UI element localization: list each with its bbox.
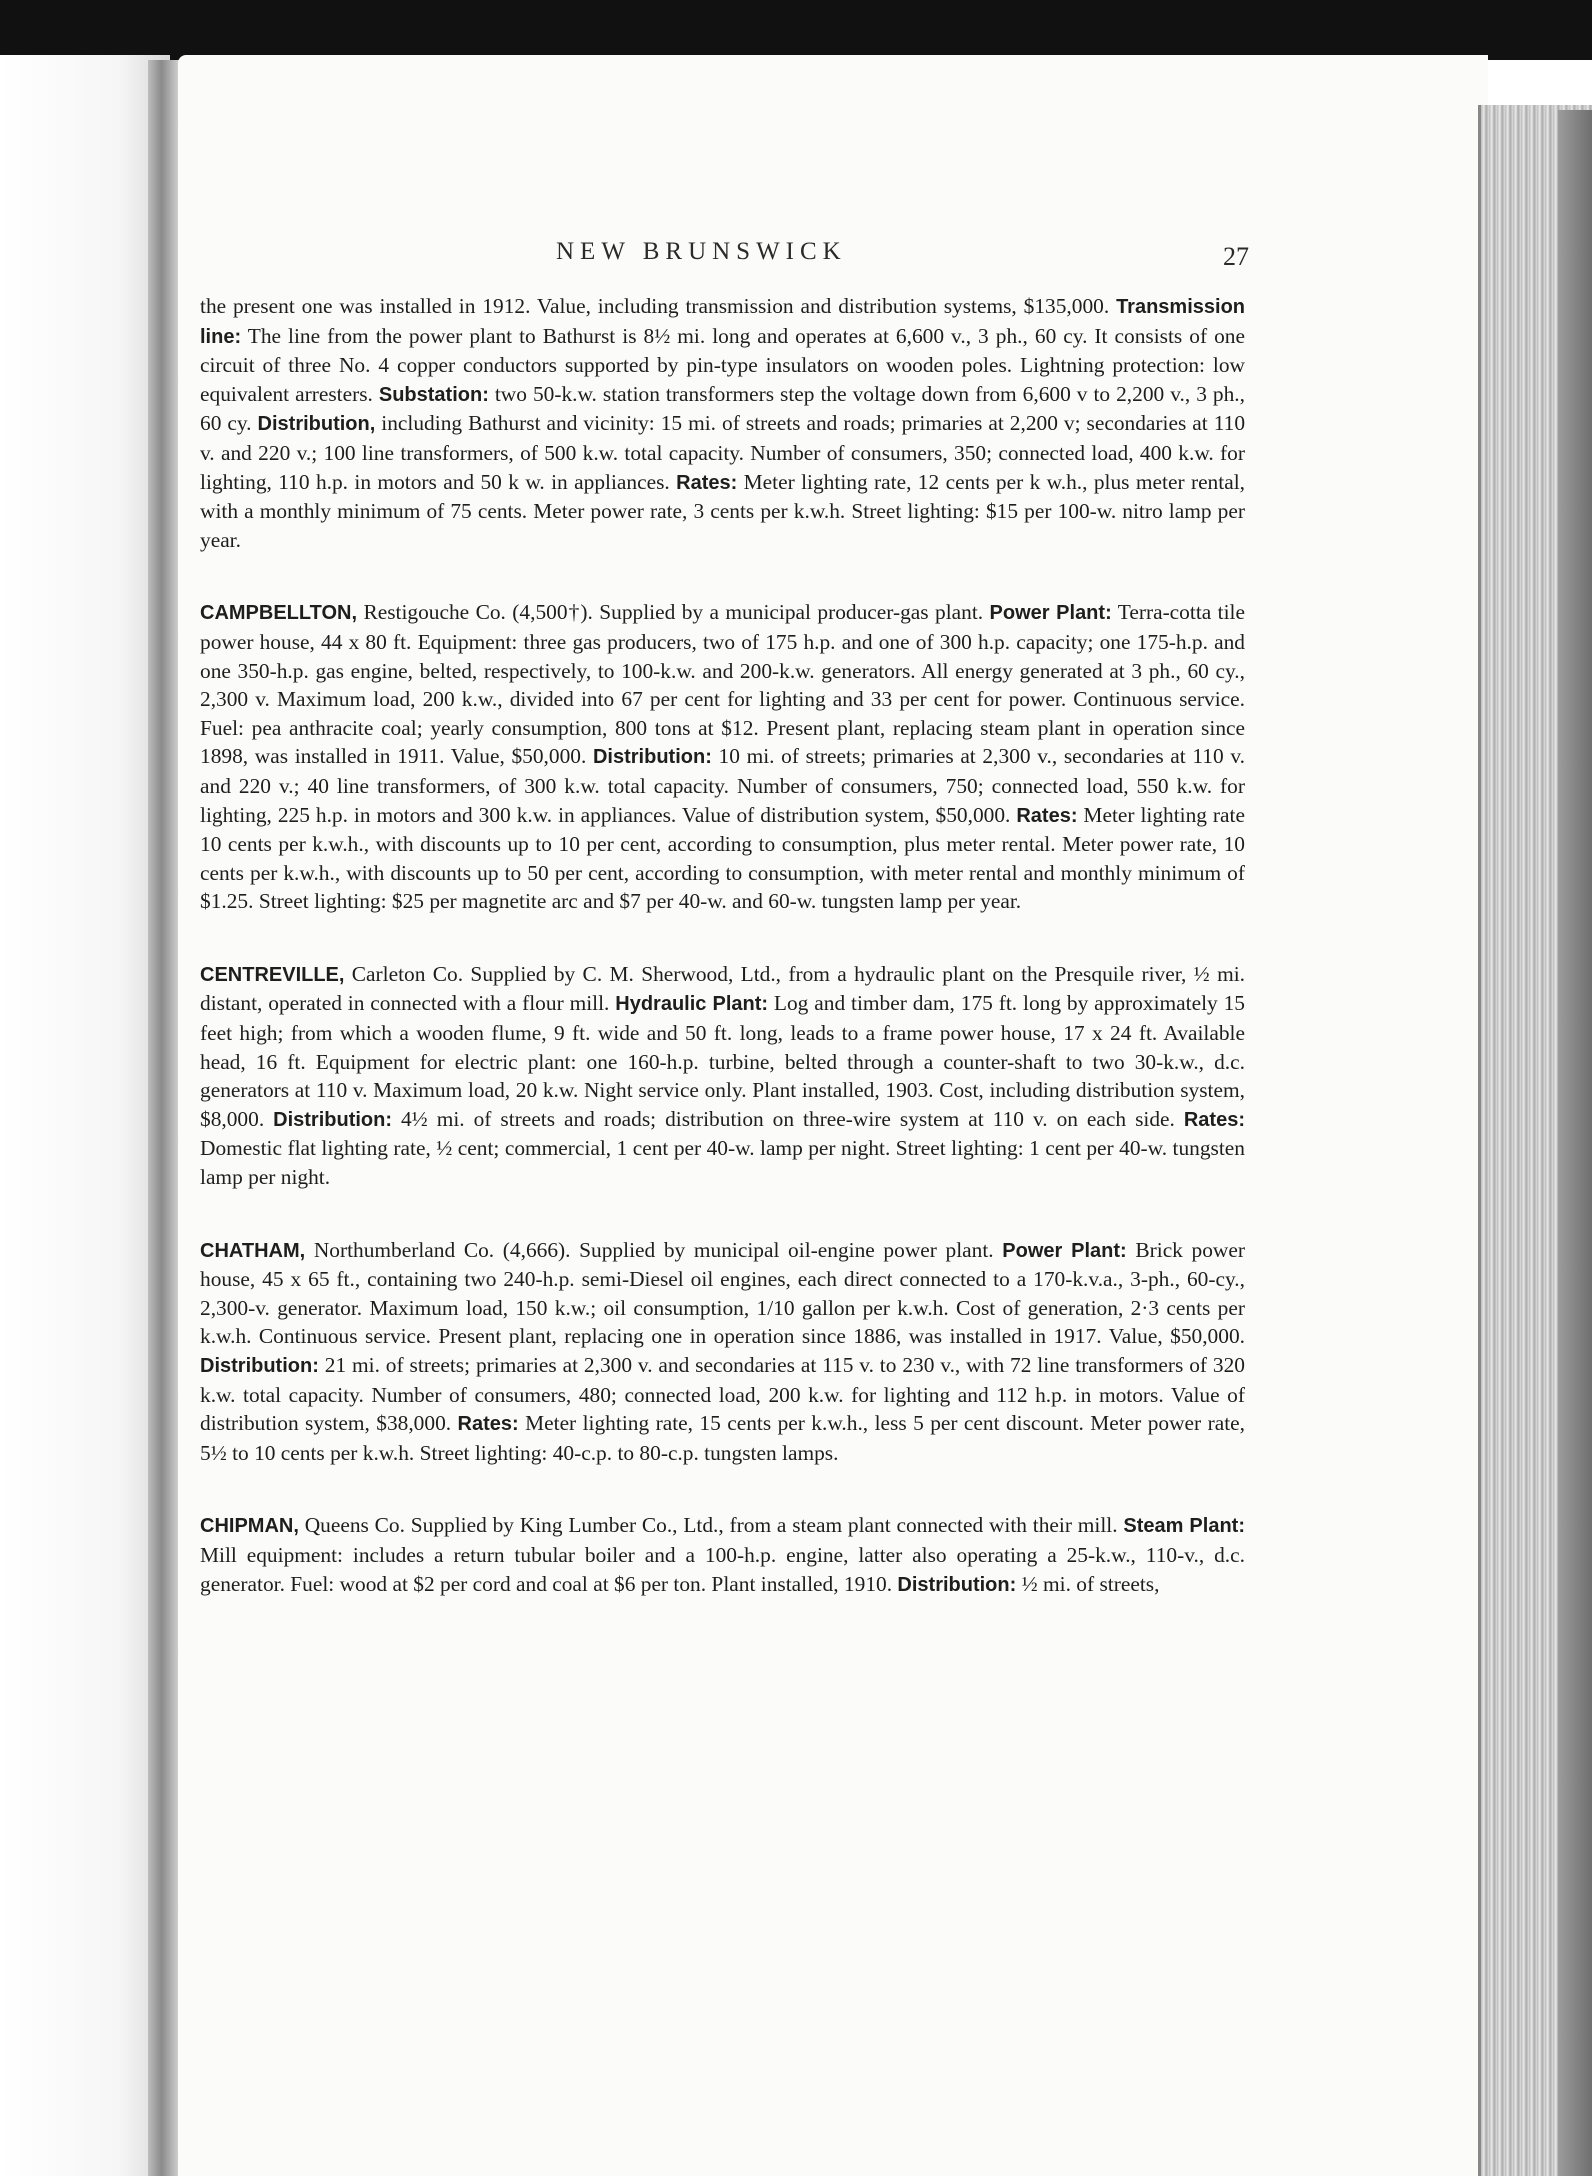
body-text: Carleton Co. Supplied by C. M. Sherwood, Ltd., from a hydraulic plant on the Presquile river, ½ mi. distant, operated in connected with a flour mill. bbox=[200, 961, 1245, 1016]
place-name: CHATHAM, bbox=[200, 1239, 306, 1262]
entry-paragraph bbox=[200, 1511, 1245, 1599]
body-text: the present one was installed in 1912. Value, including transmission and distribution systems, $135,000. bbox=[200, 294, 1117, 318]
place-name: CENTREVILLE, bbox=[200, 963, 345, 986]
body-text: Restigouche Co. (4,500†). Supplied by a municipal producer-gas plant. bbox=[357, 600, 990, 625]
body-text: ½ mi. of streets, bbox=[1016, 1571, 1160, 1596]
place-name: CHIPMAN, bbox=[200, 1515, 299, 1538]
entry-paragraph bbox=[200, 1236, 1245, 1468]
body-text: Terra-cotta tile power house, 44 x 80 ft. Equipment: three gas producers, two of 175 h.p. and one of 300 h.p. capacity; one 175-h.p. and one 350-h.p. gas engine, belted, respectively, to 100-k.w. and 200-k.w. generators. All energy generated at 3 ph., 60 cy., 2,300 v. Maximum load, 200 k.w., divided into 67 per cent for lighting and 33 per cent for power. Continuous service. Fuel: pea anthracite coal; yearly consumption, 800 tons at $12. Present plant, replacing steam plant in operation since 1898, was installed in 1911. Value, $50,000. bbox=[200, 600, 1245, 769]
section-label: Transmission line: bbox=[200, 296, 1245, 348]
body-text: Brick power house, 45 x 65 ft., containing two 240-h.p. semi-Diesel oil engines, each direct connected to a 170-k.v.a., 3-ph., 60-cy., 2,300-v. generator. Maximum load, 150 k.w.; oil consumption, 1/10 gallon per k.w.h. Cost of generation, 2·3 cents per k.w.h. Continuous service. Present plant, replacing one in operation since 1886, was installed in 1917. Value, $50,000. bbox=[200, 1237, 1245, 1349]
body-text: Northumberland Co. (4,666). Supplied by municipal oil-engine power plant. bbox=[305, 1237, 1003, 1262]
page-body bbox=[200, 292, 1245, 1643]
body-text: Mill equipment: includes a return tubular boiler and a 100-h.p. engine, latter also operating a 25-k.w., 110-v., d.c. generator. Fuel: wood at $2 per cord and coal at $6 per ton. Plant installed, 1910. bbox=[200, 1542, 1245, 1596]
body-text: 10 mi. of streets; primaries at 2,300 v., secondaries at 110 v. and 220 v.; 40 line transformers, of 300 k.w. total capacity. Number of consumers, 750; connected load, 550 k.w. for lighting, 225 h.p. in motors and 300 k.w. in appliances. Value of distribution system, $50,000. bbox=[200, 744, 1245, 827]
facing-page-edge bbox=[0, 55, 170, 2176]
section-label: Hydraulic Plant: bbox=[615, 993, 769, 1016]
section-label: Rates: bbox=[676, 471, 738, 494]
running-title: NEW BRUNSWICK bbox=[556, 238, 847, 265]
body-text: Meter lighting rate 10 cents per k.w.h., with discounts up to 10 per cent, according to consumption, plus meter rental. Meter power rate, 10 cents per k.w.h., with discounts up to 50 per cent, according to consumption, with meter rental and monthly minimum of $1.25. Street lighting: $25 per magnetite arc and $7 per 40-w. and 60-w. tungsten lamp per year. bbox=[200, 802, 1245, 914]
section-label: Distribution: bbox=[897, 1573, 1017, 1596]
section-label: Distribution: bbox=[273, 1108, 393, 1131]
body-text: The line from the power plant to Bathurst is 8½ mi. long and operates at 6,600 v., 3 ph., 60 cy. It consists of one circuit of three No. 4 copper conductors supported by pin-type insulators on wooden poles. Lightning protection: low equivalent arresters. bbox=[200, 323, 1245, 406]
entry-paragraph bbox=[200, 960, 1245, 1192]
section-label: Substation: bbox=[378, 383, 489, 406]
body-text: Meter lighting rate, 15 cents per k.w.h., less 5 per cent discount. Meter power rate, 5½ to 10 cents per k.w.h. Street lighting: 40-c.p. to 80-c.p. tungsten lamps. bbox=[200, 1411, 1245, 1465]
section-label: Power Plant: bbox=[989, 602, 1112, 625]
entry-paragraph bbox=[200, 292, 1245, 554]
entry-paragraph bbox=[200, 598, 1245, 916]
body-text: two 50-k.w. station transformers step the voltage down from 6,600 v to 2,200 v., 3 ph., 60 cy. bbox=[200, 381, 1245, 436]
section-label: Distribution: bbox=[200, 1355, 319, 1377]
section-label: Rates: bbox=[457, 1413, 519, 1436]
body-text: Log and timber dam, 175 ft. long by approximately 15 feet high; from which a wooden flume, 9 ft. wide and 50 ft. long, leads to a frame power house, 17 x 24 ft. Available head, 16 ft. Equipment for electric plant: one 160-h.p. turbine, belted through a counter-shaft to two 30-k.w., d.c. generators at 110 v. Maximum load, 20 k.w. Night service only. Plant installed, 1903. Cost, including distribution system, $8,000. bbox=[200, 991, 1245, 1131]
body-text: including Bathurst and vicinity: 15 mi. of streets and roads; primaries at 2,200 v; secondaries at 110 v. and 220 v.; 100 line transformers, of 500 k.w. total capacity. Number of consumers, 350; connected load, 400 k.w. for lighting, 110 h.p. in motors and 50 k w. in appliances. bbox=[200, 411, 1246, 494]
body-text: 21 mi. of streets; primaries at 2,300 v. and secondaries at 115 v. to 230 v., with 72 line transformers of 320 k.w. total capacity. Number of consumers, 480; connected load, 200 k.w. for lighting and 112 h.p. in motors. Value of distribution system, $38,000. bbox=[200, 1353, 1245, 1436]
section-label: Distribution: bbox=[592, 746, 712, 769]
section-label: Distribution, bbox=[257, 413, 376, 436]
page-header bbox=[178, 238, 1488, 278]
section-label: Steam Plant: bbox=[1123, 1515, 1245, 1538]
section-label: Rates: bbox=[1183, 1108, 1245, 1131]
body-text: Meter lighting rate, 12 cents per k w.h., plus meter rental, with a monthly minimum of 75 cents. Meter power rate, 3 cents per k.w.h. Street lighting: $15 per 100-w. nitro lamp per year. bbox=[200, 469, 1245, 552]
book-edge-shadow bbox=[1558, 110, 1592, 2176]
body-text: Queens Co. Supplied by King Lumber Co., Ltd., from a steam plant connected with their mill. bbox=[298, 1513, 1124, 1538]
body-text: Domestic flat lighting rate, ½ cent; commercial, 1 cent per 40-w. lamp per night. Street lighting: 1 cent per 40-w. tungsten lamp per night. bbox=[200, 1136, 1245, 1190]
page-number: 27 bbox=[1223, 242, 1249, 271]
scan-top-shadow bbox=[0, 0, 1592, 60]
book-gutter bbox=[148, 60, 182, 2176]
section-label: Power Plant: bbox=[1002, 1239, 1127, 1262]
place-name: CAMPBELLTON, bbox=[200, 602, 358, 625]
section-label: Rates: bbox=[1016, 804, 1078, 827]
body-text: 4½ mi. of streets and roads; distribution on three-wire system at 110 v. on each side. bbox=[392, 1106, 1184, 1131]
